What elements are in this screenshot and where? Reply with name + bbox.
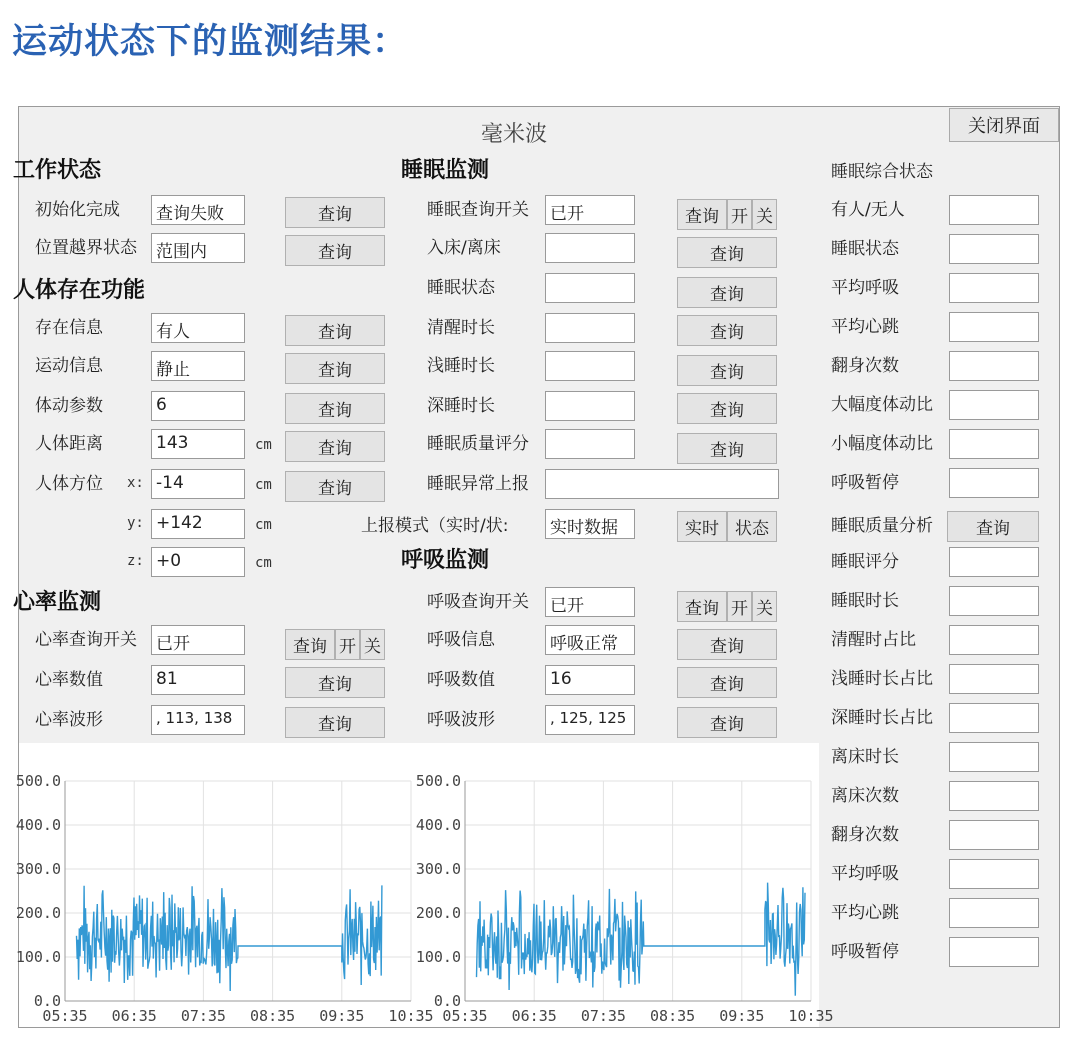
x-field[interactable]: -14 <box>151 469 245 499</box>
param-label: 体动参数 <box>35 396 103 416</box>
page-heading: 运动状态下的监测结果： <box>12 22 409 62</box>
summary-field[interactable] <box>949 820 1039 850</box>
sleep-summary-title: 睡眠综合状态 <box>831 162 933 182</box>
init-query-button[interactable]: 查询 <box>285 197 385 228</box>
breath-info-label: 呼吸信息 <box>427 630 495 650</box>
x-unit: cm <box>255 477 272 493</box>
report-mode-field[interactable]: 实时数据 <box>545 509 635 539</box>
light-sleep-label: 浅睡时长 <box>427 356 495 376</box>
y-label: y: <box>127 515 144 531</box>
motion-field[interactable]: 静止 <box>151 351 245 381</box>
sleep-off-button[interactable]: 关 <box>752 199 777 230</box>
summary-label: 平均呼吸 <box>831 864 899 884</box>
summary-field[interactable] <box>949 429 1039 459</box>
wave-series-line <box>77 885 382 991</box>
summary-field[interactable] <box>949 625 1039 655</box>
sleep-title: 睡眠监测 <box>401 157 490 183</box>
breath-wave-chart <box>415 743 834 1027</box>
heart-value-label: 心率数值 <box>35 670 103 690</box>
summary-field[interactable] <box>949 234 1039 264</box>
heart-wave-query-button[interactable]: 查询 <box>285 707 385 738</box>
breath-info-field[interactable]: 呼吸正常 <box>545 625 635 655</box>
direction-label: 人体方位 <box>35 474 103 494</box>
window-title: 毫米波 <box>481 122 548 147</box>
exist-label: 存在信息 <box>35 318 103 338</box>
sleep-abnormal-field[interactable] <box>545 469 779 499</box>
motion-label: 运动信息 <box>35 356 103 376</box>
exist-query-button[interactable]: 查询 <box>285 315 385 346</box>
mmwave-window <box>13 106 1060 1028</box>
summary-field[interactable] <box>949 664 1039 694</box>
x-tick-label: 07:35 <box>180 1007 226 1025</box>
summary-field[interactable] <box>949 468 1039 498</box>
direction-query-button[interactable]: 查询 <box>285 471 385 502</box>
sleep-analysis-query-button[interactable]: 查询 <box>947 511 1039 542</box>
y-tick-label: 200.0 <box>15 904 61 922</box>
summary-field[interactable] <box>949 586 1039 616</box>
summary-label: 睡眠时长 <box>831 591 899 611</box>
summary-field[interactable] <box>949 742 1039 772</box>
heart-on-button[interactable]: 开 <box>335 629 360 660</box>
x-tick-label: 06:35 <box>111 1007 157 1025</box>
x-tick-label: 06:35 <box>511 1007 557 1025</box>
summary-label: 小幅度体动比 <box>831 434 933 454</box>
summary-field[interactable] <box>949 859 1039 889</box>
x-tick-label: 10:35 <box>388 1007 434 1025</box>
breath-value-query-button[interactable]: 查询 <box>677 667 777 698</box>
boundary-label: 位置越界状态 <box>35 238 137 258</box>
sleep-score-field[interactable] <box>545 429 635 459</box>
y-tick-label: 500.0 <box>15 772 61 790</box>
heart-wave-label: 心率波形 <box>35 710 103 730</box>
summary-field[interactable] <box>949 390 1039 420</box>
y-tick-label: 400.0 <box>15 816 61 834</box>
param-query-button[interactable]: 查询 <box>285 393 385 424</box>
heart-wave-chart <box>15 743 434 1027</box>
summary-label: 睡眠状态 <box>831 239 899 259</box>
light-sleep-query-button[interactable]: 查询 <box>677 355 777 386</box>
status-button[interactable]: 状态 <box>727 511 777 542</box>
summary-label: 睡眠评分 <box>831 552 899 572</box>
realtime-button[interactable]: 实时 <box>677 511 727 542</box>
y-tick-label: 0.0 <box>433 992 461 1010</box>
breath-value-field[interactable]: 16 <box>545 665 635 695</box>
y-tick-label: 0.0 <box>33 992 61 1010</box>
x-tick-label: 07:35 <box>580 1007 626 1025</box>
deep-sleep-query-button[interactable]: 查询 <box>677 393 777 424</box>
y-tick-label: 100.0 <box>415 948 461 966</box>
breath-wave-field[interactable]: , 125, 125 <box>545 705 635 735</box>
summary-label: 呼吸暂停 <box>831 942 899 962</box>
summary-label: 离床次数 <box>831 786 899 806</box>
summary-field[interactable] <box>949 351 1039 381</box>
summary-field[interactable] <box>949 273 1039 303</box>
summary-label: 平均心跳 <box>831 317 899 337</box>
distance-query-button[interactable]: 查询 <box>285 431 385 462</box>
sleep-switch-label: 睡眠查询开关 <box>427 200 529 220</box>
work-status-title: 工作状态 <box>13 157 102 183</box>
x-tick-label: 10:35 <box>788 1007 834 1025</box>
heart-wave-field[interactable]: , 113, 138 <box>151 705 245 735</box>
x-tick-label: 09:35 <box>319 1007 365 1025</box>
init-label: 初始化完成 <box>35 200 120 220</box>
motion-query-button[interactable]: 查询 <box>285 353 385 384</box>
z-field[interactable]: +0 <box>151 547 245 577</box>
sleep-analysis-label: 睡眠质量分析 <box>831 516 933 536</box>
summary-label: 有人/无人 <box>831 200 905 220</box>
summary-field[interactable] <box>949 312 1039 342</box>
summary-label: 浅睡时长占比 <box>831 669 933 689</box>
sleep-state-label: 睡眠状态 <box>427 278 495 298</box>
y-unit: cm <box>255 517 272 533</box>
summary-label: 呼吸暂停 <box>831 473 899 493</box>
heart-switch-label: 心率查询开关 <box>35 630 137 650</box>
heart-switch-field[interactable]: 已开 <box>151 625 245 655</box>
light-sleep-field[interactable] <box>545 351 635 381</box>
x-tick-label: 08:35 <box>250 1007 296 1025</box>
y-field[interactable]: +142 <box>151 509 245 539</box>
report-mode-label: 上报模式（实时/状: <box>361 516 509 536</box>
sleep-query-button[interactable]: 查询 <box>677 199 727 230</box>
sleep-score-label: 睡眠质量评分 <box>427 434 529 454</box>
z-label: z: <box>127 553 144 569</box>
distance-unit: cm <box>255 437 272 453</box>
heart-query-button[interactable]: 查询 <box>285 629 335 660</box>
breath-wave-query-button[interactable]: 查询 <box>677 707 777 738</box>
bed-query-button[interactable]: 查询 <box>677 237 777 268</box>
sleep-state-query-button[interactable]: 查询 <box>677 277 777 308</box>
breath-switch-label: 呼吸查询开关 <box>427 592 529 612</box>
summary-field[interactable] <box>949 937 1039 967</box>
summary-field[interactable] <box>949 703 1039 733</box>
distance-field[interactable]: 143 <box>151 429 245 459</box>
breath-switch-field[interactable]: 已开 <box>545 587 635 617</box>
x-tick-label: 05:35 <box>42 1007 88 1025</box>
breath-wave-label: 呼吸波形 <box>427 710 495 730</box>
summary-label: 平均呼吸 <box>831 278 899 298</box>
heart-value-field[interactable]: 81 <box>151 665 245 695</box>
sleep-abnormal-label: 睡眠异常上报 <box>427 474 529 494</box>
wave-series-line <box>477 883 806 996</box>
summary-field[interactable] <box>949 547 1039 577</box>
summary-field[interactable] <box>949 898 1039 928</box>
heart-off-button[interactable]: 关 <box>360 629 385 660</box>
summary-label: 平均心跳 <box>831 903 899 923</box>
deep-sleep-label: 深睡时长 <box>427 396 495 416</box>
wave-charts-area <box>15 743 834 1027</box>
summary-label: 大幅度体动比 <box>831 395 933 415</box>
summary-field[interactable] <box>949 781 1039 811</box>
breath-query-button[interactable]: 查询 <box>677 591 727 622</box>
awake-query-button[interactable]: 查询 <box>677 315 777 346</box>
y-tick-label: 400.0 <box>415 816 461 834</box>
init-field[interactable]: 查询失败 <box>151 195 245 225</box>
distance-label: 人体距离 <box>35 434 103 454</box>
y-tick-label: 200.0 <box>415 904 461 922</box>
summary-field[interactable] <box>949 195 1039 225</box>
summary-label: 翻身次数 <box>831 825 899 845</box>
breath-title: 呼吸监测 <box>401 547 490 573</box>
exist-field[interactable]: 有人 <box>151 313 245 343</box>
y-tick-label: 300.0 <box>415 860 461 878</box>
awake-field[interactable] <box>545 313 635 343</box>
y-tick-label: 100.0 <box>15 948 61 966</box>
x-tick-label: 08:35 <box>650 1007 696 1025</box>
z-unit: cm <box>255 555 272 571</box>
param-field[interactable]: 6 <box>151 391 245 421</box>
sleep-on-button[interactable]: 开 <box>727 199 752 230</box>
boundary-query-button[interactable]: 查询 <box>285 235 385 266</box>
y-tick-label: 500.0 <box>415 772 461 790</box>
summary-label: 离床时长 <box>831 747 899 767</box>
breath-on-button[interactable]: 开 <box>727 591 752 622</box>
awake-label: 清醒时长 <box>427 318 495 338</box>
x-tick-label: 09:35 <box>719 1007 765 1025</box>
sleep-score-query-button[interactable]: 查询 <box>677 433 777 464</box>
breath-off-button[interactable]: 关 <box>752 591 777 622</box>
bed-label: 入床/离床 <box>427 238 501 258</box>
summary-label: 深睡时长占比 <box>831 708 933 728</box>
y-tick-label: 300.0 <box>15 860 61 878</box>
x-tick-label: 05:35 <box>442 1007 488 1025</box>
boundary-field[interactable]: 范围内 <box>151 233 245 263</box>
breath-value-label: 呼吸数值 <box>427 670 495 690</box>
presence-title: 人体存在功能 <box>13 277 146 303</box>
breath-info-query-button[interactable]: 查询 <box>677 629 777 660</box>
close-window-button[interactable]: 关闭界面 <box>949 108 1059 142</box>
x-label: x: <box>127 475 144 491</box>
summary-label: 翻身次数 <box>831 356 899 376</box>
deep-sleep-field[interactable] <box>545 391 635 421</box>
summary-label: 清醒时占比 <box>831 630 916 650</box>
heart-value-query-button[interactable]: 查询 <box>285 667 385 698</box>
sleep-switch-field[interactable]: 已开 <box>545 195 635 225</box>
sleep-state-field[interactable] <box>545 273 635 303</box>
heart-title: 心率监测 <box>13 589 102 615</box>
bed-field[interactable] <box>545 233 635 263</box>
